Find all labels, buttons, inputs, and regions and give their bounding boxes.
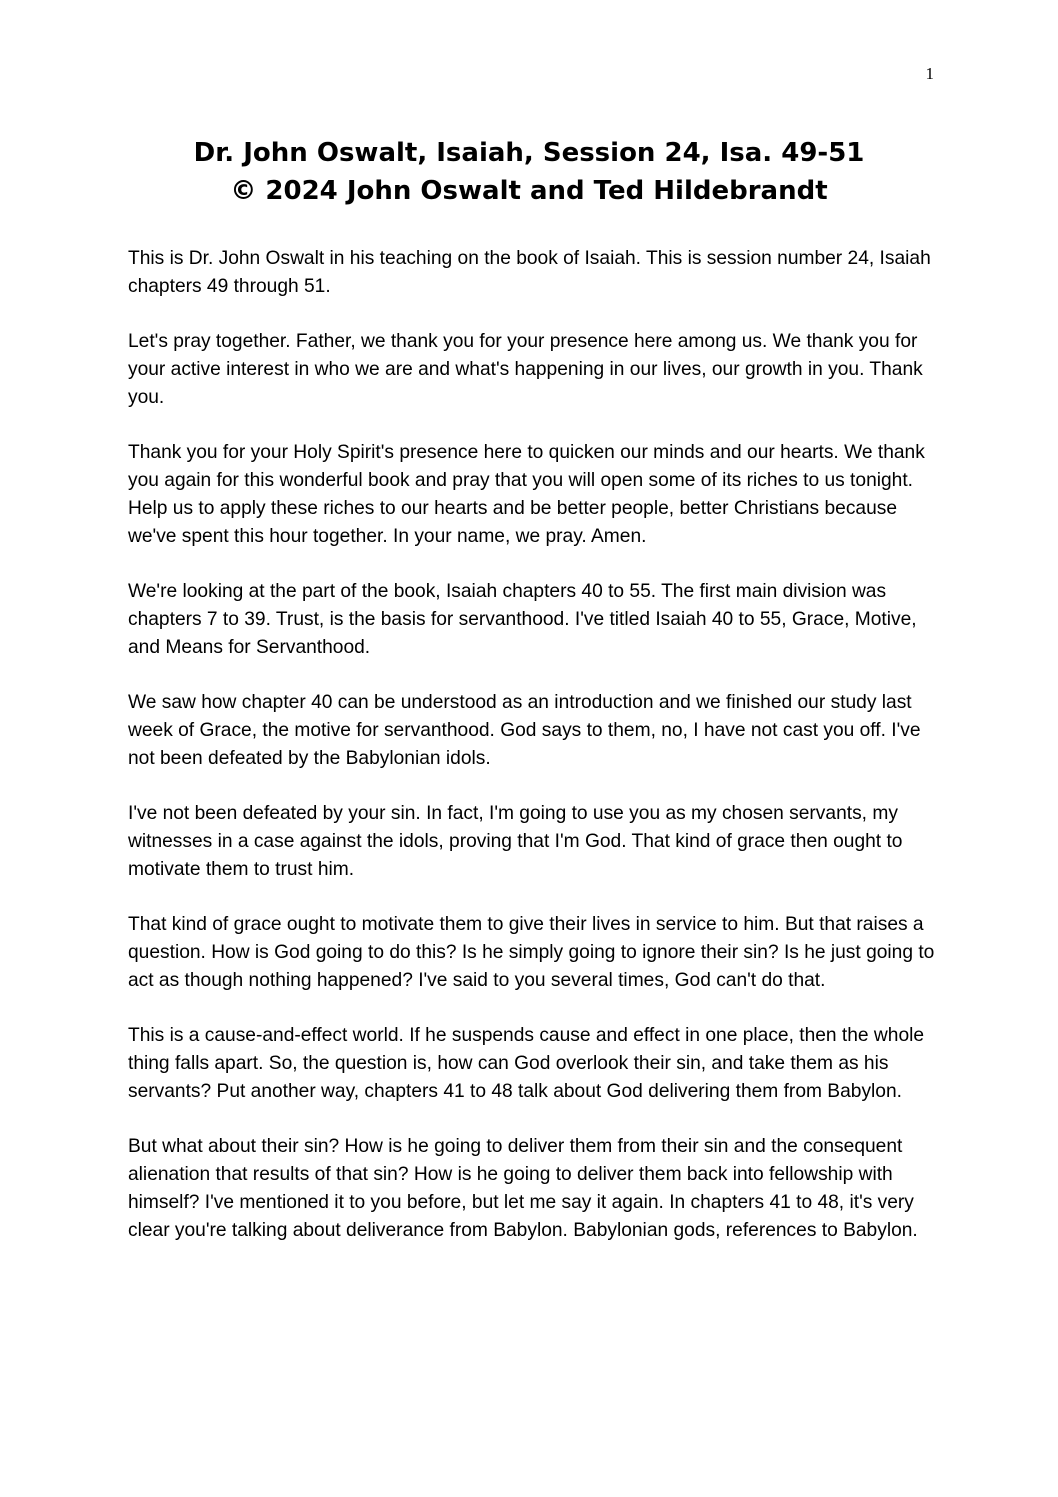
paragraph-8: This is a cause-and-effect world. If he suspends cause and effect in one place, then the whole thing falls apart. So, the question is, how can God overlook their sin, and take them as his servants? Put another way, chapters 41 to 48 talk about God delivering them from Babylon. [128,1025,925,1102]
paragraph-1: This is Dr. John Oswalt in his teaching on the book of Isaiah. This is session number 24, Isaiah chapters 49 through 51. [128,248,931,297]
paragraph-9: But what about their sin? How is he going to deliver them from their sin and the consequent alienation that results of that sin? How is he going to deliver them back into fellowship with himself? I've mentioned it to you before, but let me say it again. In chapters 41 to 48, it's very clear you're talking about deliverance from Babylon. Babylonian gods, references to Babylon. [128,1136,918,1241]
paragraph-6: I've not been defeated by your sin. In fact, I'm going to use you as my chosen servants, my witnesses in a case against the idols, proving that I'm God. That kind of grace then ought to motivate them to trust him. [128,803,903,880]
paragraph-7: That kind of grace ought to motivate them to give their lives in service to him. But that raises a question. How is God going to do this? Is he simply going to ignore their sin? Is he just going to act as though nothing happened? I've said to you several times, God can't do that. [128,914,935,991]
document-title [0,134,1058,210]
paragraph-3: Thank you for your Holy Spirit's presence here to quicken our minds and our hearts. We thank you again for this wonderful book and pray that you will open some of its riches to us tonight. Help us to apply these riches to our hearts and be better people, better Christians because we've spent this hour together. In your name, we pray. Amen. [128,442,925,547]
title-line-2: © 2024 John Oswalt and Ted Hildebrandt [230,176,828,206]
title-line-1: Dr. John Oswalt, Isaiah, Session 24, Isa. 49-51 [193,138,865,168]
page-number: 1 [925,64,934,83]
paragraph-4: We're looking at the part of the book, Isaiah chapters 40 to 55. The first main division was chapters 7 to 39. Trust, is the basis for servanthood. I've titled Isaiah 40 to 55, Grace, Motive, and Means for Servanthood. [128,581,917,658]
document-body [128,245,938,1272]
paragraph-5: We saw how chapter 40 can be understood as an introduction and we finished our study last week of Grace, the motive for servanthood. God says to them, no, I have not cast you off. I've not been defeated by the Babylonian idols. [128,692,921,769]
paragraph-2: Let's pray together. Father, we thank you for your presence here among us. We thank you for your active interest in who we are and what's happening in our lives, our growth in you. Thank you. [128,331,923,408]
